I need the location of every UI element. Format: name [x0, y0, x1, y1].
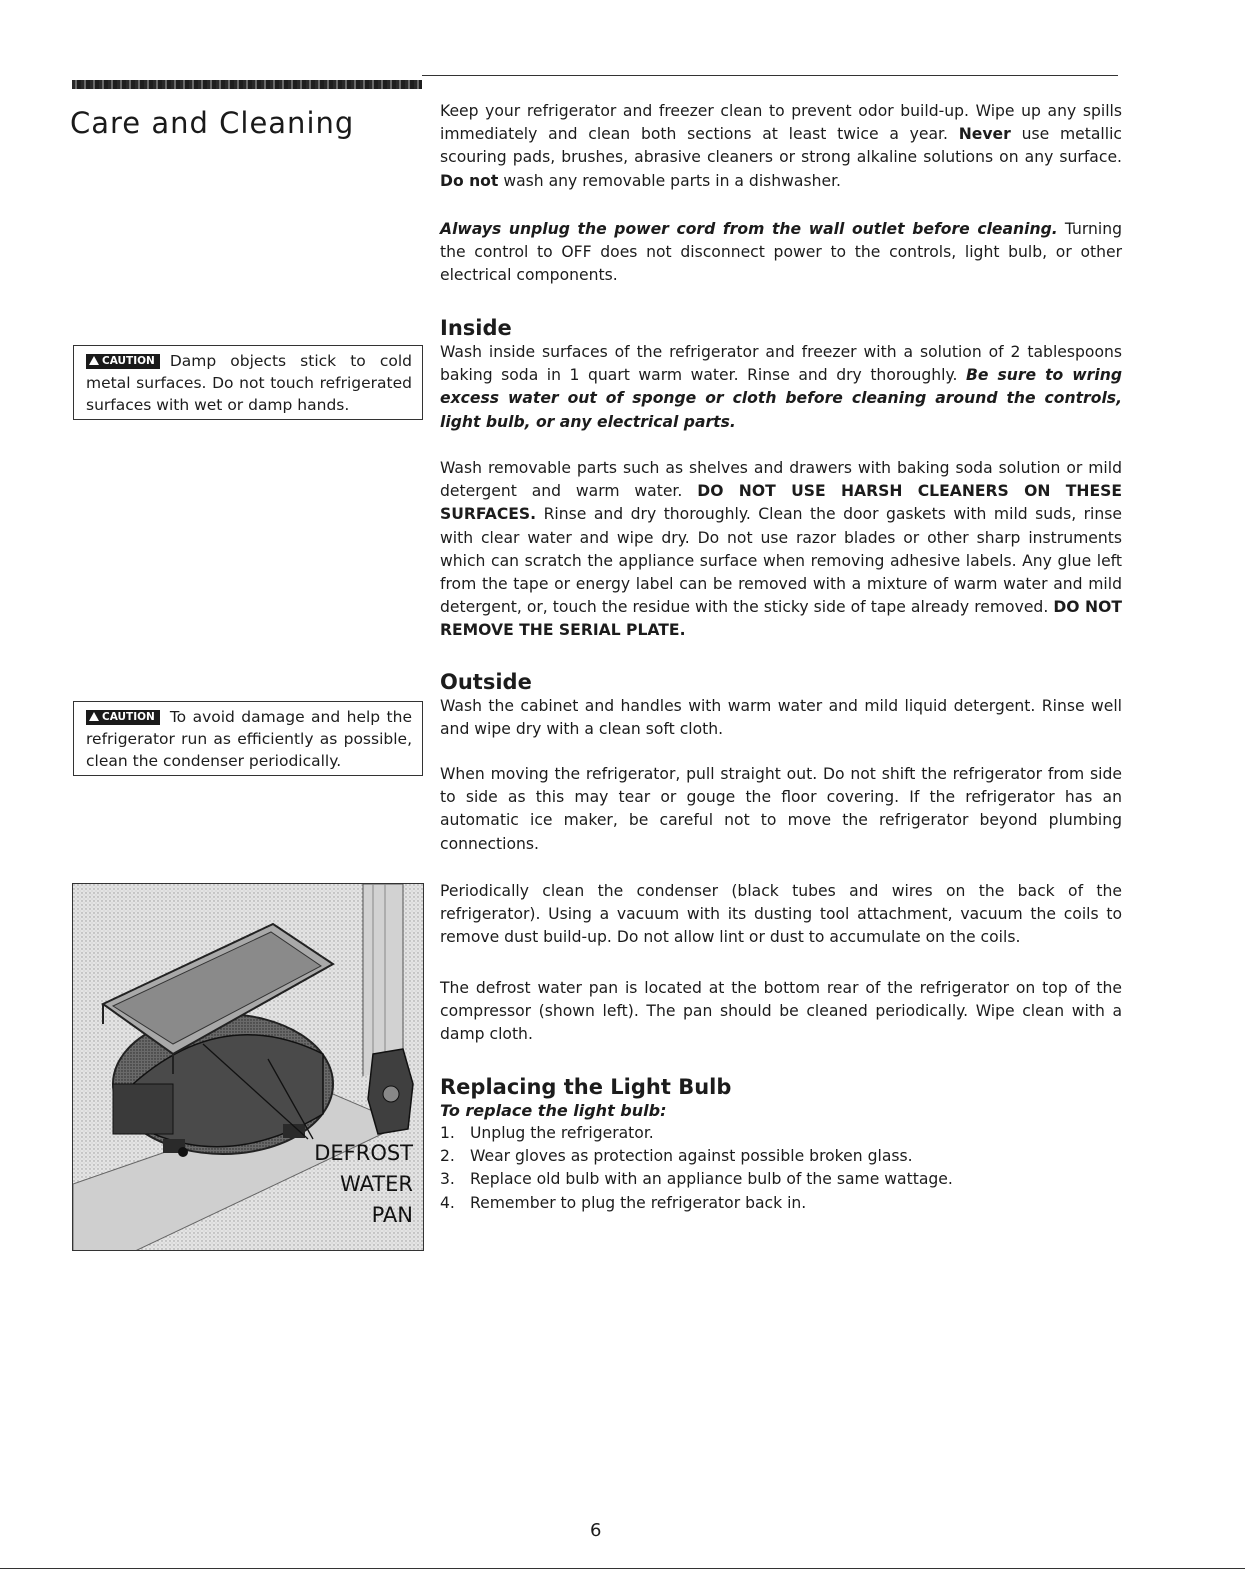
header-rule-thin [422, 75, 1118, 76]
step-number: 3. [440, 1170, 455, 1189]
text-run: Rinse and dry thoroughly. Clean the door gaskets with mild suds, rinse with clear water and wipe dry. Do not use razor blades or other sharp instruments which can scratch the appliance surface when removing adhesive labels. Any glue left from the tape or energy label can be removed with a mixture of warm water and mild detergent, or, touch the residue with the sticky side of tape already removed. [440, 505, 1122, 617]
outside-paragraph-4: The defrost water pan is located at the bottom rear of the refrigerator on top of the compressor (shown left). The pan should be cleaned periodically. Wipe clean with a damp cloth. [440, 979, 1122, 1044]
figure-label [314, 1138, 413, 1231]
inside-heading: Inside [440, 316, 512, 340]
caution-text: To avoid damage and help the refrigerator run as efficiently as possible, clean the condenser periodically. [86, 708, 412, 770]
text-run: Be sure to wring excess water out of sponge or cloth before cleaning around the controls, light bulb, or any electrical parts. [440, 366, 1122, 431]
light-bulb-steps [440, 1122, 1122, 1215]
intro-section [440, 100, 1122, 193]
step-text: Wear gloves as protection against possible broken glass. [470, 1147, 913, 1166]
step-number: 1. [440, 1124, 455, 1142]
outside-paragraph-1: Wash the cabinet and handles with warm water and mild liquid detergent. Rinse well and wipe dry with a clean soft cloth. [440, 697, 1122, 739]
figure-label-line-1: DEFROST [314, 1141, 413, 1165]
outside-section-3 [440, 880, 1122, 950]
text-run: DO NOT USE HARSH CLEANERS ON THESE SURFACES. [440, 482, 1122, 524]
intro-section-2 [440, 218, 1122, 288]
inside-section [440, 315, 1122, 434]
caution-badge [86, 710, 160, 725]
step-text: Remember to plug the refrigerator back in. [470, 1193, 807, 1212]
warning-triangle-icon [89, 712, 99, 721]
text-run: Keep your refrigerator and freezer clean to prevent odor build-up. Wipe up any spills immediately and clean both sections at least twice a year. [440, 102, 1122, 144]
header-rule-thick [72, 80, 422, 89]
step-number: 4. [440, 1193, 455, 1212]
inside-paragraph-2 [440, 457, 1122, 643]
defrost-water-pan-illustration [72, 883, 424, 1251]
outside-section-4 [440, 977, 1122, 1047]
warning-triangle-icon [89, 356, 99, 365]
intro-paragraph-2 [440, 218, 1122, 288]
caution-badge-label: CAUTION [102, 711, 155, 723]
text-run: use metallic scouring pads, brushes, abrasive cleaners or strong alkaline solutions on any surface. [440, 125, 1122, 167]
step-number: 2. [440, 1147, 455, 1166]
caution-badge [86, 354, 160, 369]
light-bulb-heading: Replacing the Light Bulb [440, 1075, 732, 1099]
outside-paragraph-3: Periodically clean the condenser (black tubes and wires on the back of the refrigerator). Using a vacuum with its dusting tool attachment, vacuum the coils to remove dust build-up. Do not allow lint or dust to accumulate on the coils. [440, 882, 1122, 947]
footer-rule [0, 1568, 1245, 1569]
caution-box-damp-objects [73, 345, 423, 420]
list-item [440, 1192, 1122, 1215]
page-title: Care and Cleaning [70, 106, 355, 140]
text-run: Never [958, 125, 1011, 144]
page-number: 6 [590, 1520, 602, 1541]
list-item [440, 1145, 1122, 1168]
outside-section [440, 669, 1122, 741]
inside-paragraph-1 [440, 341, 1122, 434]
list-item [440, 1168, 1122, 1191]
outside-heading: Outside [440, 670, 532, 694]
list-item [440, 1122, 1122, 1145]
intro-paragraph-1 [440, 100, 1122, 193]
text-run: Wash removable parts such as shelves and drawers with baking soda solution or mild detergent and warm water. [440, 459, 1122, 501]
text-run: Wash inside surfaces of the refrigerator and freezer with a solution of 2 tablespoons baking soda in 1 quart warm water. Rinse and dry thoroughly. [440, 343, 1122, 385]
step-text: Replace old bulb with an appliance bulb of the same wattage. [470, 1170, 953, 1189]
outside-section-2 [440, 763, 1122, 856]
light-bulb-section [440, 1074, 1122, 1215]
figure-label-line-2: WATER [339, 1172, 413, 1196]
caution-box-condenser [73, 701, 423, 776]
text-run: Turning the control to OFF does not disconnect power to the controls, light bulb, or other electrical components. [440, 220, 1122, 285]
caution-text: Damp objects stick to cold metal surfaces. Do not touch refrigerated surfaces with wet or damp hands. [86, 352, 412, 414]
inside-section-2 [440, 457, 1122, 643]
text-run: DO NOT REMOVE THE SERIAL PLATE. [440, 598, 1122, 640]
text-run: Do not [440, 171, 499, 190]
caution-badge-label: CAUTION [102, 355, 155, 367]
step-text: Unplug the refrigerator. [470, 1124, 654, 1142]
text-run: Always unplug the power cord from the wall outlet before cleaning. [440, 220, 1058, 238]
light-bulb-subheading: To replace the light bulb: [440, 1101, 667, 1120]
figure-label-line-3: PAN [371, 1203, 413, 1227]
outside-paragraph-2: When moving the refrigerator, pull straight out. Do not shift the refrigerator from side to side as this may tear or gouge the floor covering. If the refrigerator has an automatic ice maker, be careful not to move the refrigerator beyond plumbing connections. [440, 765, 1122, 853]
text-run: wash any removable parts in a dishwasher. [498, 171, 842, 190]
